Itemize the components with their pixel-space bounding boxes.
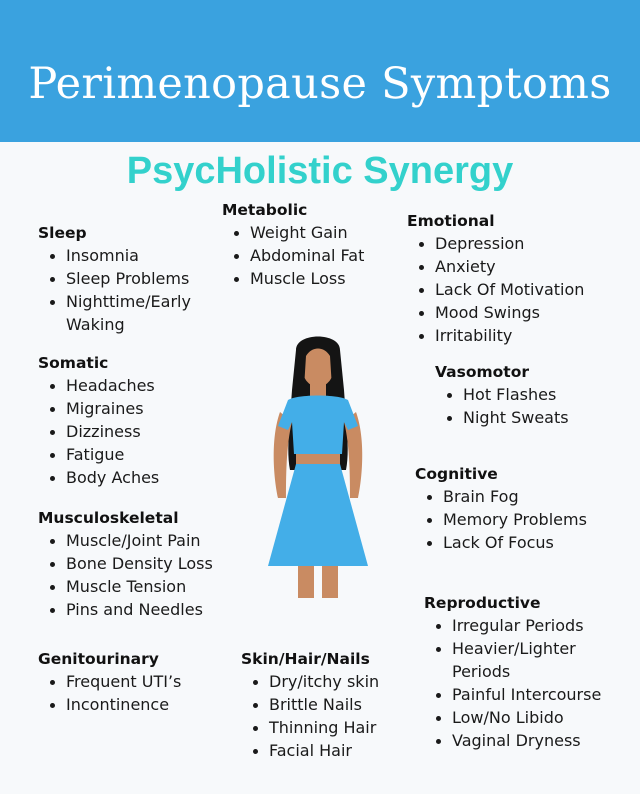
- list-item-continuation: Waking: [66, 315, 125, 334]
- list-item: Insomnia: [38, 244, 191, 267]
- list-item: Frequent UTI’s: [38, 670, 181, 693]
- list-item: Painful Intercourse: [424, 683, 601, 706]
- list-item: Body Aches: [38, 466, 159, 489]
- woman-figure-illustration: [258, 330, 378, 598]
- group-title: Somatic: [38, 354, 109, 372]
- group-cognitive: [415, 463, 587, 554]
- page-title: Perimenopause Symptoms: [28, 59, 612, 109]
- list-item: Mood Swings: [407, 301, 584, 324]
- list-item: Sleep Problems: [38, 267, 191, 290]
- group-sleep: [38, 222, 191, 336]
- list-item: Dizziness: [38, 420, 159, 443]
- group-title: Metabolic: [222, 201, 308, 219]
- midriff-shape: [296, 454, 340, 464]
- list-item: Incontinence: [38, 693, 181, 716]
- list-item: Low/No Libido: [424, 706, 601, 729]
- group-genitourinary: [38, 648, 181, 716]
- list-item: Muscle/Joint Pain: [38, 529, 213, 552]
- list-item: Memory Problems: [415, 508, 587, 531]
- list-item-continuation: Periods: [452, 662, 511, 681]
- list-item: Fatigue: [38, 443, 159, 466]
- list-item: Weight Gain: [222, 221, 364, 244]
- group-title: Reproductive: [424, 594, 541, 612]
- group-metabolic: [222, 199, 364, 290]
- list-item: Pins and Needles: [38, 598, 213, 621]
- list-item: Vaginal Dryness: [424, 729, 601, 752]
- group-title: Sleep: [38, 224, 87, 242]
- list-item: Brain Fog: [415, 485, 587, 508]
- list-item: Bone Density Loss: [38, 552, 213, 575]
- title-banner: [0, 0, 640, 142]
- list-item: Heavier/Lighter: [424, 637, 601, 660]
- group-somatic: [38, 352, 159, 489]
- list-item: Hot Flashes: [435, 383, 569, 406]
- list-item: Anxiety: [407, 255, 584, 278]
- right-leg-shape: [322, 566, 338, 598]
- list-item: Muscle Tension: [38, 575, 213, 598]
- group-title: Skin/Hair/Nails: [241, 650, 370, 668]
- list-item: Lack Of Focus: [415, 531, 587, 554]
- list-item: Brittle Nails: [241, 693, 379, 716]
- list-item: Abdominal Fat: [222, 244, 364, 267]
- group-musculoskeletal: [38, 507, 213, 621]
- group-title: Cognitive: [415, 465, 498, 483]
- group-emotional: [407, 210, 584, 347]
- list-item: Depression: [407, 232, 584, 255]
- list-item: Lack Of Motivation: [407, 278, 584, 301]
- list-item: Facial Hair: [241, 739, 379, 762]
- list-item: Dry/itchy skin: [241, 670, 379, 693]
- group-title: Musculoskeletal: [38, 509, 179, 527]
- left-leg-shape: [298, 566, 314, 598]
- list-item: Thinning Hair: [241, 716, 379, 739]
- list-item: Irritability: [407, 324, 584, 347]
- list-item: Nighttime/Early: [38, 290, 191, 313]
- group-title: Emotional: [407, 212, 495, 230]
- group-title: Genitourinary: [38, 650, 159, 668]
- brand-name: PsycHolistic Synergy: [126, 150, 514, 192]
- list-item: Night Sweats: [435, 406, 569, 429]
- group-title: Vasomotor: [435, 363, 529, 381]
- list-item: Irregular Periods: [424, 614, 601, 637]
- group-reproductive: [424, 592, 601, 752]
- list-item: Headaches: [38, 374, 159, 397]
- group-skin-hair-nails: [241, 648, 379, 762]
- list-item: Migraines: [38, 397, 159, 420]
- group-vasomotor: [435, 361, 569, 429]
- list-item: Muscle Loss: [222, 267, 364, 290]
